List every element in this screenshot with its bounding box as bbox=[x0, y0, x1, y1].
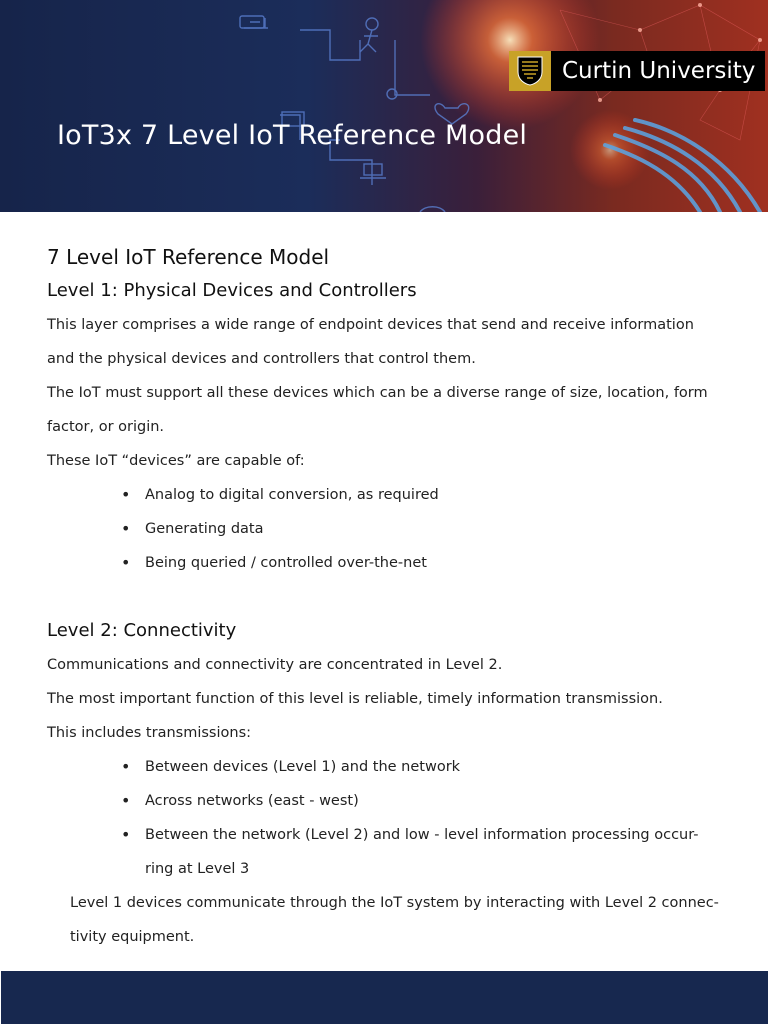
paragraph: This layer comprises a wide range of endpoint devices that send and receive information bbox=[47, 317, 694, 333]
paragraph: These IoT “devices” are capable of: bbox=[47, 453, 305, 469]
banner-illustration bbox=[0, 0, 768, 212]
banner-title: IoT3x 7 Level IoT Reference Model bbox=[57, 120, 528, 151]
paragraph: Communications and connectivity are concentrated in Level 2. bbox=[47, 657, 503, 673]
document-body bbox=[47, 240, 727, 954]
list-item: • Across networks (east - west) bbox=[145, 784, 727, 818]
list-item: • Being queried / controlled over-the-net bbox=[145, 546, 727, 580]
paragraph: This includes transmissions: bbox=[47, 725, 252, 741]
section-heading-level1: Level 1: Physical Devices and Controllers bbox=[47, 280, 417, 301]
header-banner bbox=[0, 0, 768, 212]
list-item: • Between devices (Level 1) and the network bbox=[145, 750, 727, 784]
bullet-list-level1 bbox=[47, 478, 727, 580]
paragraph: and the physical devices and controllers that control them. bbox=[47, 351, 476, 367]
curtin-shield-icon bbox=[509, 51, 551, 91]
curtin-logo bbox=[509, 51, 765, 91]
paragraph: tivity equipment. bbox=[70, 929, 195, 945]
paragraph: factor, or origin. bbox=[47, 419, 165, 435]
paragraph: The IoT must support all these devices which can be a diverse range of size, location, form bbox=[47, 385, 708, 401]
section-heading-level2: Level 2: Connectivity bbox=[47, 620, 237, 641]
spacer bbox=[47, 580, 727, 614]
list-item: • Analog to digital conversion, as required bbox=[145, 478, 727, 512]
list-item: • Generating data bbox=[145, 512, 727, 546]
paragraph: The most important function of this level is reliable, timely information transmission. bbox=[47, 691, 663, 707]
logo-text: Curtin University bbox=[562, 58, 756, 84]
page-heading: 7 Level IoT Reference Model bbox=[47, 245, 330, 269]
footer-bar bbox=[1, 971, 768, 1024]
paragraph: Level 1 devices communicate through the IoT system by interacting with Level 2 connec- bbox=[70, 895, 719, 911]
bullet-list-level2 bbox=[47, 750, 727, 886]
list-item: • Between the network (Level 2) and low - level information processing occur- bbox=[145, 818, 727, 852]
list-item-continuation: ring at Level 3 bbox=[145, 861, 250, 877]
